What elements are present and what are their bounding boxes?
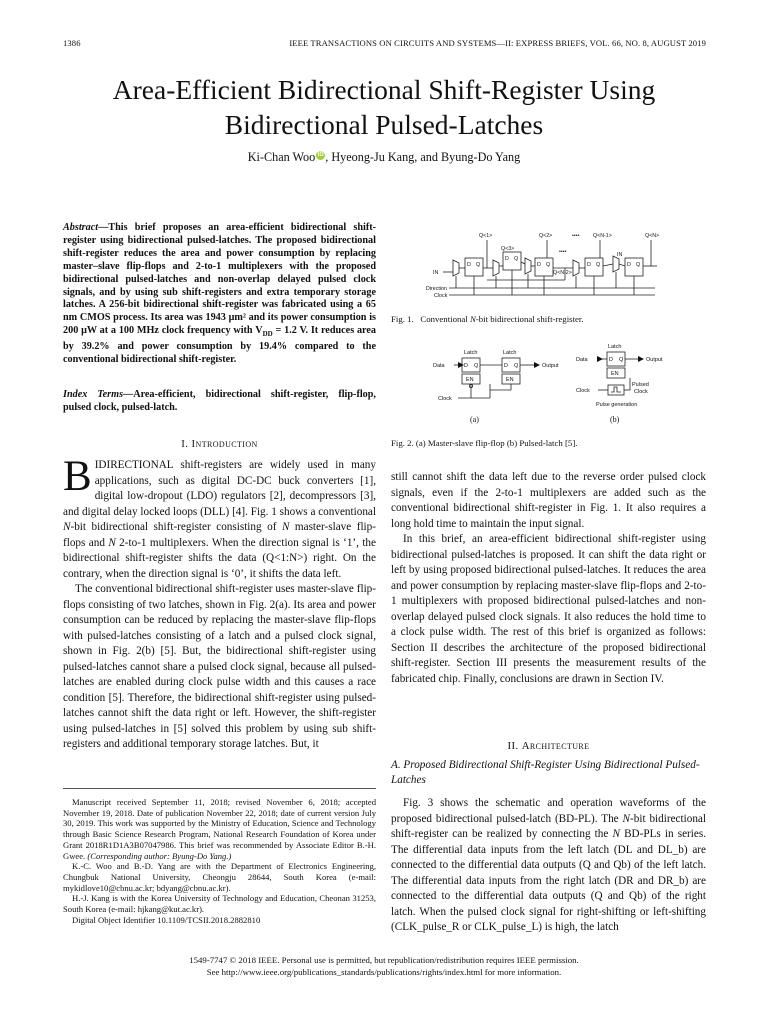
fig2b-sublabel: (b) — [610, 415, 620, 424]
footnote-1-text: Manuscript received September 11, 2018; revised November 6, 2018; accepted November 19, 2018. Date of publication November 22, 2018; date of current version July 30, 2019. This work was supported by the Ministry of Education, Science and Technology through Basic Science Research Program, National Research Foundation of Korea under Grant 2018R1D1A3B07047986. This brief was recommended by Associate Editor B.-H. Gwee. — [63, 797, 376, 861]
figure-1-caption — [391, 314, 584, 324]
footnote-2: K.-C. Woo and B.-D. Yang are with the Department of Electronics Engineering, Chungbuk National University, Cheongju 28644, South Korea (e-mail: mykidlove10@cbnu.ac.kr; bdyang@cbnu.ac.kr). — [63, 861, 376, 893]
abstract-text-end: = 1.2 V. It reduces area by 39.2% and power consumption by 19.4% compared to the conventional bidirectional shift-register. — [63, 325, 377, 366]
footnote-rule — [63, 788, 376, 789]
fig1-q-4: Q — [596, 262, 601, 268]
section-2-paragraph-1 — [391, 796, 706, 936]
fig2b-clock: Clock — [576, 388, 590, 394]
section-2-body — [391, 796, 706, 936]
vdd-subscript: DD — [262, 330, 273, 339]
fig1-direction: Direction — [426, 286, 447, 292]
fig2a-q-2: Q — [514, 363, 519, 369]
fig2a-d-1: D — [464, 363, 468, 369]
fig1-caption-prefix: Fig. 1. — [391, 314, 414, 324]
index-terms — [63, 389, 376, 415]
intro-paragraph-1 — [63, 453, 376, 582]
journal-header: IEEE TRANSACTIONS ON CIRCUITS AND SYSTEMS—II: EXPRESS BRIEFS, VOL. 66, NO. 8, AUGUST 2019 — [289, 38, 706, 48]
sec2-p1-end: BD-PLs in series. The differential data inputs from the left latch (DL and DL_b) are connected to the differential data outputs (Q and Qb) of the left latch. The differential data inputs from the right latch (DR and DR_b) are connected to the differential data outputs (Q and Qb) of the right latch. When the pulsed clock signal for right-shifting or left-shifting (CLK_pulse_R or CLK_pulse_L) is high, the latch — [391, 828, 706, 933]
fig1-q-2: Q — [514, 256, 519, 262]
fig1-q1: Q<1> — [479, 233, 493, 239]
intro-p1-mid2: master-slave flip-flops and — [63, 521, 376, 549]
fig2b-data: Data — [576, 357, 588, 363]
figure-1-diagram — [425, 228, 675, 300]
title-line-2: Bidirectional Pulsed-Latches — [224, 109, 544, 140]
intro-p1-end: 2-to-1 multiplexers. When the direction signal is ‘1’, the bidirectional shift-register shifts the data (Q<1:N>) right. On the contrary, when the direction signal is ‘0’, it shifts the data left. — [63, 536, 376, 580]
intro-p1-n: N — [63, 521, 71, 533]
authors-rest: , Hyeong-Ju Kang, and Byung-Do Yang — [325, 150, 521, 164]
fig2a-q-1: Q — [474, 363, 479, 369]
intro-p1-n3: N — [108, 536, 116, 549]
fig2a-clock: Clock — [438, 396, 452, 402]
footnote-1 — [63, 797, 376, 861]
title-line-1: Area-Efficient Bidirectional Shift-Register Using — [112, 74, 656, 105]
footnotes — [63, 797, 376, 925]
fig1-d-5: D — [627, 262, 631, 268]
sec2-p1-start: Fig. 3 shows the schematic and operation waveforms of the proposed bidirectional pulsed-latch (BD-PL). The — [391, 797, 706, 825]
footnote-3: H.-J. Kang is with the Korea University of Technology and Education, Cheonan 31253, South Korea (e-mail: hjkang@kut.ac.kr). — [63, 893, 376, 915]
section-2-heading — [391, 739, 706, 755]
fig2a-data: Data — [433, 363, 445, 369]
intro-p1-mid: -bit bidirectional shift-register consisting of — [70, 521, 282, 533]
fig2a-en-1: EN — [466, 377, 474, 383]
orcid-icon[interactable]: iD — [317, 152, 324, 158]
fig2a-latch-1: Latch — [464, 350, 478, 356]
fig1-q3: Q<3> — [501, 246, 515, 252]
fig2a-sublabel: (a) — [470, 415, 479, 424]
abstract-label: Abstract — [63, 222, 99, 233]
right-paragraph-2: In this brief, an area-efficient bidirectional shift-register using bidirectional pulsed-latches is proposed. It can shift the data right or left by using proposed bidirectional pulsed-latches. It reduces the area and power consumption by replacing master-slave flip-flops and 2-to-1 multiplexers with proposed bidirectional pulsed-latches and non-overlap delayed pulsed clock signals. It also reduces the hold time to a clock pulse width. The rest of this brief is organized as follows: Section II describes the architecture of the proposed bidirectional shift-register. Section III presents the measurement results of the fabricated chip. Finally, conclusions are drawn in Section IV. — [391, 533, 706, 685]
figure-2-caption: Fig. 2. (a) Master-slave flip-flop (b) Pulsed-latch [5]. — [391, 438, 578, 448]
right-paragraph-1: still cannot shift the data left due to the reverse order pulsed clock signals, even if the 2-to-1 multiplexers are added such as the conventional bidirectional shift-register in Fig. 1. It also requires a long hold time to maintain the input signal. — [391, 471, 706, 530]
fig2b-pulsed-1: Pulsed — [632, 382, 649, 388]
fig1-caption-conv: Conventional — [420, 314, 470, 324]
fig2b-pulsed-2: Clock — [634, 389, 648, 395]
section-1-heading — [63, 437, 376, 453]
right-column-body — [391, 470, 706, 687]
intro-paragraph-2: The conventional bidirectional shift-register uses master-slave flip-flops consisting of two latches, shown in Fig. 2(a). Its area and power consumption can be reduced by replacing the master-slave flip-flops with pulsed-latches consisting of a latch and a pulsed clock signal, shown in Fig. 2(b) [5]. But, the bidirectional shift-register using pulsed-latches cannot share a pulsed clock signal, because all pulsed-latches are enabled during clock pulse width and this causes a race condition [5]. Therefore, the bidirectional shift-register using pulsed-latches cannot shift the data right or left. However, the shift-register using pulsed-latches in [5] solved this problem by using sub shift-registers and additional temporary storage latches. But, it — [63, 583, 376, 750]
fig1-d-4: D — [587, 262, 591, 268]
intro-p1-n2: N — [281, 521, 290, 533]
fig2a-en-2: EN — [506, 377, 514, 383]
fig1-q2: Q<2> — [539, 233, 553, 239]
copyright-line-2[interactable]: See http://www.ieee.org/publications_standards/publications/rights/index.html for more information. — [206, 966, 562, 977]
copyright-line-1: 1549-7747 © 2018 IEEE. Personal use is permitted, but republication/redistribution requires IEEE permission. — [189, 955, 579, 965]
fig2a-d-2: D — [504, 363, 508, 369]
fig1-qn2: Q<N-2> — [553, 270, 572, 276]
section-2-numeral: II. — [507, 740, 519, 752]
fig1-q-5: Q — [636, 262, 641, 268]
sec2-p1-mid: -bit bidirectional shift-register can be realized by connecting the — [391, 812, 706, 840]
fig2a-latch-2: Latch — [503, 350, 517, 356]
section-1-numeral: I. — [181, 438, 189, 450]
intro-p1-start: IDIRECTIONAL shift-registers are widely used in many applications, such as digital DC-DC buck converters [1], digital low-dropout (LDO) regulators [2], decompressors [3], and digital delay locked loops (DLL) [4]. Fig. 1 shows a conventional — [63, 459, 376, 518]
index-terms-label: Index Terms — [63, 389, 124, 400]
fig1-q-1: Q — [476, 262, 481, 268]
footnote-4: Digital Object Identifier 10.1109/TCSII.2018.2882810 — [72, 914, 261, 925]
fig2b-output: Output — [646, 357, 663, 363]
drop-cap: B — [63, 453, 92, 500]
fig1-qn1: Q<N-1> — [593, 233, 612, 239]
section-1-body — [63, 453, 376, 753]
author-list — [40, 150, 728, 165]
abstract-text: —This brief proposes an area-efficient bidirectional shift-register using bidirectional pulsed-latches. The proposed bidirectional shift-register reduces the area and power consumption by replacing master–slave flip-flops and 2-to-1 multiplexers with the proposed bidirectional pulsed-latches and non-overlap delayed pulsed clock signals, and by using sub shift-registers and extra temporary storage latches. A 256-bit bidirectional shift-register was fabricated using a 65 nm CMOS process. Its area was 1943 μm² and its power consumption is 200 μW at a 100 MHz clock frequency with V — [63, 222, 376, 337]
fig2b-q: Q — [619, 357, 624, 363]
author-1: Ki-Chan Woo — [247, 150, 316, 164]
footnote-1-corresponding: (Corresponding author: Byung-Do Yang.) — [87, 850, 232, 861]
fig1-in-left: IN — [433, 270, 439, 276]
subsection-a-heading: A. Proposed Bidirectional Shift-Register Using Bidirectional Pulsed-Latches — [391, 759, 700, 786]
abstract — [63, 222, 376, 367]
section-1-title: Introduction — [191, 438, 258, 450]
sec2-p1-n2: N — [612, 828, 620, 840]
fig1-dots-2: •••• — [559, 249, 567, 255]
index-terms-text: —Area-efficient, bidirectional shift-register, flip-flop, pulsed clock, pulsed-latch. — [63, 389, 376, 413]
paper-title — [40, 72, 728, 142]
fig1-d-1: D — [467, 262, 471, 268]
copyright-notice — [40, 955, 728, 978]
fig2b-pulse-generation: Pulse generation — [596, 402, 638, 408]
fig1-clock: Clock — [434, 293, 448, 299]
fig2a-output: Output — [542, 363, 559, 369]
fig1-in-right: IN — [617, 252, 623, 258]
fig1-caption-n: N — [469, 314, 476, 324]
fig1-q-3: Q — [546, 262, 551, 268]
fig1-d-2: D — [505, 256, 509, 262]
fig1-d-3: D — [537, 262, 541, 268]
fig2b-en: EN — [611, 371, 619, 377]
fig2b-latch: Latch — [608, 344, 622, 350]
sec2-p1-n: N — [622, 812, 631, 825]
fig1-qn: Q<N> — [645, 233, 660, 239]
section-2-title: Architecture — [521, 740, 590, 752]
fig1-caption-rest: -bit bidirectional shift-register. — [475, 314, 584, 324]
page-number: 1386 — [63, 38, 81, 48]
figure-2-diagram — [430, 340, 680, 428]
fig2b-d: D — [609, 357, 613, 363]
fig1-dots: •••• — [572, 233, 580, 239]
